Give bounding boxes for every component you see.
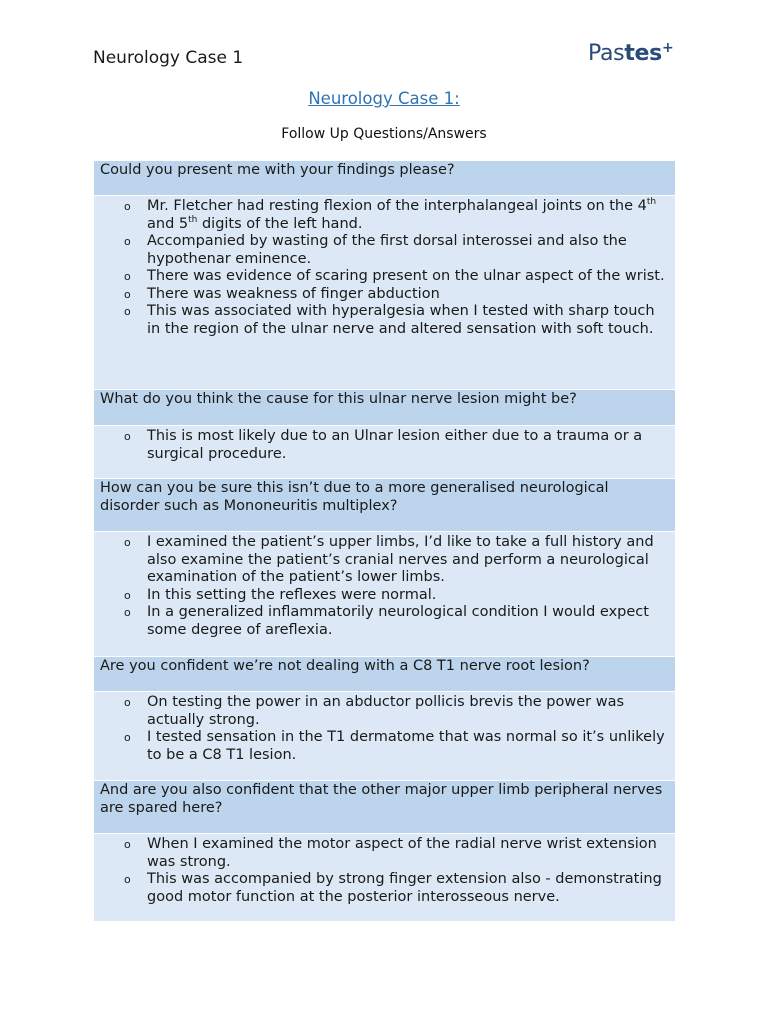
- answer-item: o Accompanied by wasting of the first dorsal interossei and also the hypothenar eminence.: [124, 233, 627, 267]
- bullet-icon: o: [124, 873, 131, 886]
- question-row: Are you confident we’re not dealing with a C8 T1 nerve root lesion?: [94, 657, 675, 692]
- answer-list: [94, 198, 675, 338]
- answer-item: o This was associated with hyperalgesia when I tested with sharp touch in the region of the ulnar nerve and altered sensation with soft touch.: [124, 303, 655, 337]
- answer-row: [94, 532, 675, 657]
- document-title: Neurology Case 1:: [308, 89, 460, 108]
- logo-part2: tes: [624, 41, 662, 66]
- running-header: Neurology Case 1: [93, 48, 244, 68]
- bullet-icon: o: [124, 270, 131, 283]
- question-row: And are you also confident that the other major upper limb peripheral nerves are spared here?: [94, 781, 675, 834]
- bullet-icon: o: [124, 696, 131, 709]
- answer-item: o This is most likely due to an Ulnar lesion either due to a trauma or a surgical procedure.: [124, 428, 643, 462]
- answer-row: [94, 196, 675, 390]
- logo-plus: +: [661, 40, 674, 56]
- bullet-icon: o: [124, 200, 131, 213]
- bullet-icon: o: [124, 430, 131, 443]
- answer-item: o There was weakness of finger abduction: [124, 285, 440, 302]
- bullet-icon: o: [124, 606, 131, 619]
- bullet-icon: o: [124, 287, 131, 301]
- answer-list: [94, 836, 675, 906]
- logo-part1: Pas: [588, 41, 625, 66]
- pastest-logo: [588, 40, 673, 66]
- answer-row: [94, 426, 675, 479]
- question-row: Could you present me with your findings please?: [94, 161, 675, 196]
- answer-item: o Mr. Fletcher had resting flexion of the interphalangeal joints on the 4th and 5th digits of the left hand.: [124, 197, 657, 232]
- answer-item: o On testing the power in an abductor pollicis brevis the power was actually strong.: [124, 694, 625, 728]
- question-row: How can you be sure this isn’t due to a more generalised neurological disorder such as Mononeuritis multiplex?: [94, 479, 675, 532]
- answer-item: o In this setting the reflexes were normal.: [124, 586, 437, 603]
- bullet-icon: o: [124, 305, 131, 318]
- answer-item: o I examined the patient’s upper limbs, I’d like to take a full history and also examine the patient’s cranial nerves and perform a neurological examination of the patient’s lower limbs.: [124, 534, 654, 585]
- answer-item: o In a generalized inflammatorily neurological condition I would expect some degree of areflexia.: [124, 604, 649, 638]
- answer-item: o This was accompanied by strong finger extension also - demonstrating good motor function at the posterior interosseous nerve.: [124, 871, 662, 905]
- qa-table: [94, 161, 675, 921]
- bullet-icon: o: [124, 235, 131, 248]
- bullet-icon: o: [124, 536, 131, 549]
- document-subtitle: Follow Up Questions/Answers: [281, 126, 487, 142]
- bullet-icon: o: [124, 588, 131, 602]
- answer-list: [94, 534, 675, 639]
- bullet-icon: o: [124, 838, 131, 851]
- answer-item: o I tested sensation in the T1 dermatome that was normal so it’s unlikely to be a C8 T1 lesion.: [124, 729, 665, 763]
- question-row: What do you think the cause for this ulnar nerve lesion might be?: [94, 390, 675, 426]
- answer-row: [94, 834, 675, 921]
- answer-item: o There was evidence of scaring present on the ulnar aspect of the wrist.: [124, 268, 665, 284]
- answer-list: [94, 694, 675, 764]
- bullet-icon: o: [124, 731, 131, 744]
- answer-item: o When I examined the motor aspect of the radial nerve wrist extension was strong.: [124, 836, 657, 870]
- answer-list: [94, 428, 675, 463]
- answer-row: [94, 692, 675, 781]
